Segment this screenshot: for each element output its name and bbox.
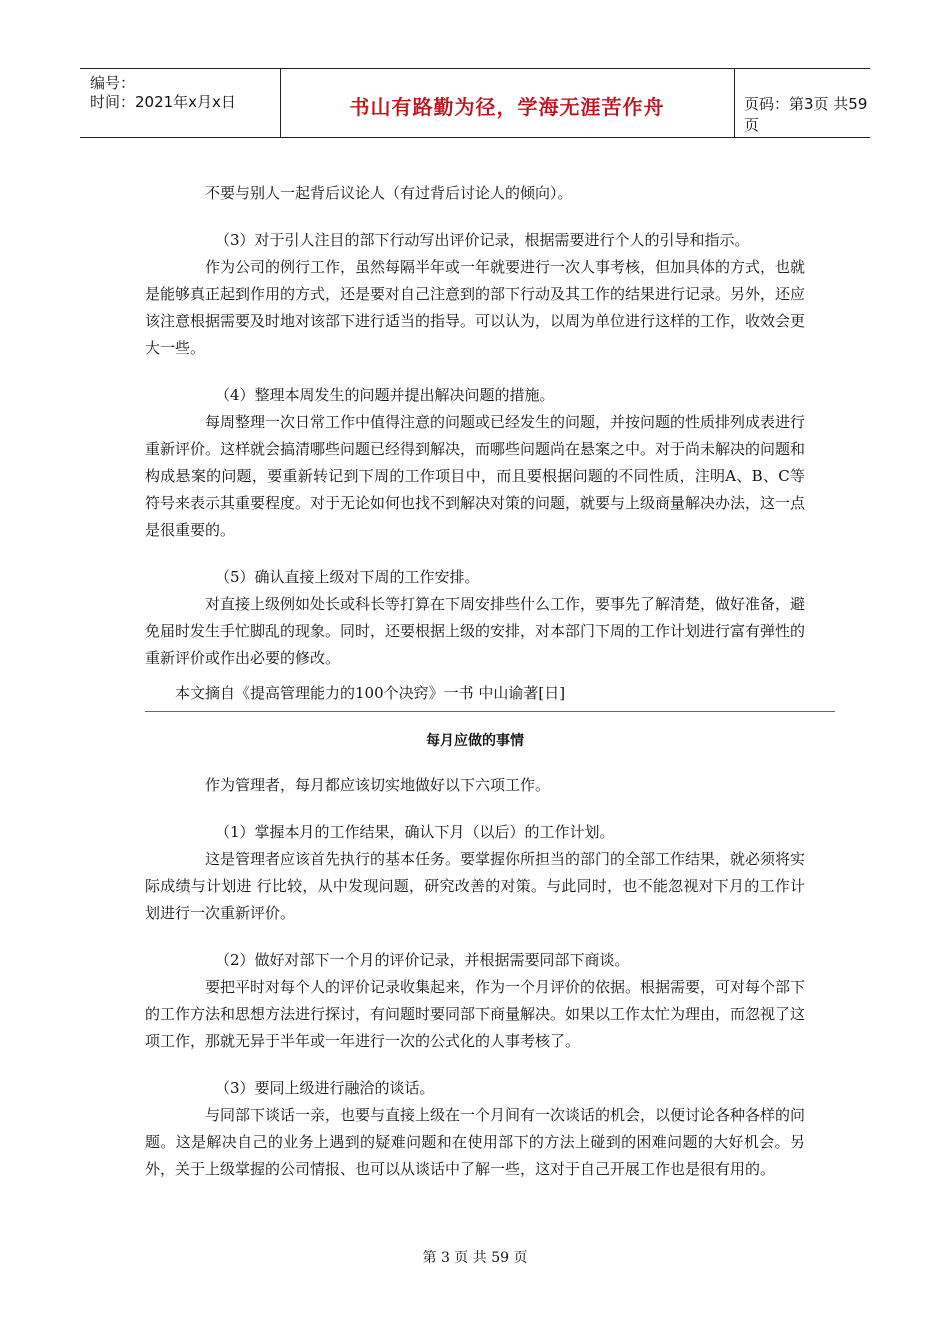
item-heading: （1）掌握本月的工作结果，确认下月（以后）的工作计划。 xyxy=(215,823,615,841)
item-heading: （4）整理本周发生的问题并提出解决问题的措施。 xyxy=(215,386,555,404)
paragraph: 与同部下谈话一亲，也要与直接上级在一个月间有一次谈话的机会，以便讨论各种各样的问题。这是解决自己的业务上遇到的疑难问题和在使用部下的方法上碰到的困难问题的大好机会。另外，关于上级掌握的公司情报、也可以从谈话中了解一些，这对于自己开展工作也是很有用的。 xyxy=(145,1106,806,1178)
item-heading: （5）确认直接上级对下周的工作安排。 xyxy=(215,568,480,586)
paragraph: 这是管理者应该首先执行的基本任务。要掌握你所担当的部门的全部工作结果，就必须将实际成绩与计划进 行比较，从中发现问题，研究改善的对策。与此同时，也不能忽视对下月的工作计划进行一次重新评价。 xyxy=(145,850,806,922)
header-motto-cell xyxy=(280,69,735,137)
source-citation: 本文摘自《提高管理能力的100个决窍》一书 中山谕著[日] xyxy=(175,684,566,702)
item-heading: （3）要同上级进行融洽的谈话。 xyxy=(215,1079,435,1097)
page-code: 页码：第3页 共59页 xyxy=(744,95,868,134)
divider xyxy=(145,711,835,712)
date-label: 时间：2021年x月x日 xyxy=(90,93,236,111)
paragraph: 对直接上级例如处长或科长等打算在下周安排些什么工作，要事先了解清楚，做好准备，避免届时发生手忙脚乱的现象。同时，还要根据上级的安排，对本部门下周的工作计划进行富有弹性的重新评价或作出必要的修改。 xyxy=(145,595,806,667)
paragraph: 作为公司的例行工作，虽然每隔半年或一年就要进行一次人事考核，但加具体的方式，也就是能够真正起到作用的方式，还是要对自己注意到的部下行动及其工作的结果进行记录。另外，还应该注意根据需要及时地对该部下进行适当的指导。可以认为，以周为单位进行这样的工作，收效会更大一些。 xyxy=(145,258,806,357)
paragraph: 作为管理者，每月都应该切实地做好以下六项工作。 xyxy=(205,776,551,794)
header-meta-cell xyxy=(80,69,281,137)
paragraph: 每周整理一次日常工作中值得注意的问题或已经发生的问题，并按问题的性质排列成表进行重新评价。这样就会搞清哪些问题已经得到解决，而哪些问题尚在悬案之中。对于尚未解决的问题和构成悬案的问题，要重新转记到下周的工作项目中，而且要根据问题的不同性质，注明A、B、C等符号来表示其重要程度。对于无论如何也找不到解决对策的问题，就要与上级商量解决办法，这一点是很重要的。 xyxy=(145,413,806,539)
page-footer: 第 3 页 共 59 页 xyxy=(422,1250,528,1266)
paragraph: 不要与别人一起背后议论人（有过背后讨论人的倾向）。 xyxy=(205,184,573,202)
item-heading: （2）做好对部下一个月的评价记录，并根据需要同部下商谈。 xyxy=(215,951,630,969)
item-heading: （3）对于引人注目的部下行动写出评价记录，根据需要进行个人的引导和指示。 xyxy=(215,231,750,249)
document-body xyxy=(145,180,805,1183)
section-title: 每月应做的事情 xyxy=(426,733,524,749)
motto: 书山有路勤为径，学海无涯苦作舟 xyxy=(349,95,665,119)
document-header xyxy=(80,68,870,138)
code-label: 编号： xyxy=(90,74,136,92)
header-page-cell xyxy=(734,69,870,137)
paragraph: 要把平时对每个人的评价记录收集起来，作为一个月评价的依据。根据需要，可对每个部下的工作方法和思想方法进行探讨，有问题时要同部下商量解决。如果以工作太忙为理由，而忽视了这项工作，那就无异于半年或一年进行一次的公式化的人事考核了。 xyxy=(145,978,806,1050)
